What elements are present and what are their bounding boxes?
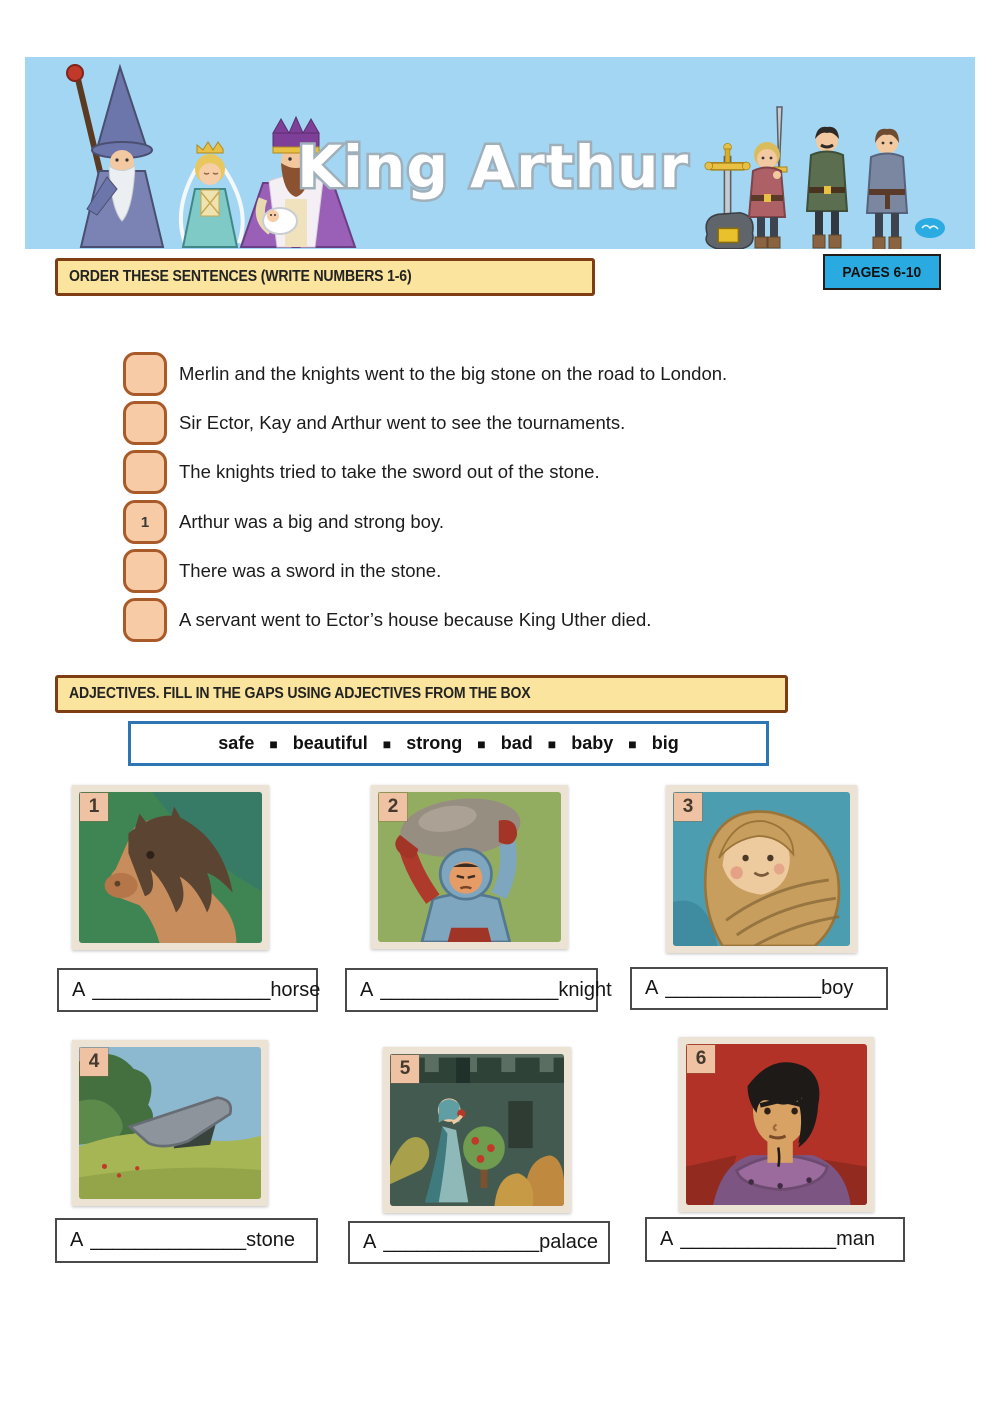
- answer-blank[interactable]: ________________: [380, 978, 559, 1001]
- answer-blank[interactable]: ______________: [90, 1229, 247, 1251]
- answer-box-horse[interactable]: [57, 968, 321, 1012]
- banner-title: King Arthur: [297, 133, 689, 201]
- baby-image: [666, 785, 857, 953]
- image-number-badge: 2: [379, 793, 407, 821]
- sentence-number-value: 1: [140, 513, 150, 531]
- sentence-row: [123, 597, 651, 643]
- word-bank-word: baby: [571, 733, 614, 753]
- sentence-text: The knights tried to take the sword out of the stone.: [179, 461, 600, 482]
- image-number-badge: 5: [391, 1055, 419, 1083]
- sentence-text: Sir Ector, Kay and Arthur went to see the tournaments.: [179, 412, 626, 433]
- order-sentences-header: [55, 258, 595, 296]
- sentence-number-box[interactable]: [123, 450, 167, 494]
- answer-prefix: A: [645, 977, 659, 999]
- square-separator: ■: [547, 735, 557, 752]
- answer-noun: man: [836, 1228, 875, 1250]
- square-separator: ■: [628, 735, 637, 752]
- pages-badge-label: PAGES 6-10: [842, 263, 922, 281]
- sentence-row: [123, 351, 727, 397]
- answer-box-stone[interactable]: [55, 1218, 318, 1263]
- order-sentences-header-label: ORDER THESE SENTENCES (WRITE NUMBERS 1-6): [69, 268, 412, 285]
- answer-blank[interactable]: ________________: [92, 978, 271, 1001]
- cloud-logo-icon: [915, 218, 945, 238]
- image-number-badge: 4: [80, 1048, 108, 1076]
- sentence-row: [123, 499, 444, 545]
- sentence-number-box[interactable]: [123, 352, 167, 396]
- knight-image: [371, 785, 568, 949]
- sentence-text: Arthur was a big and strong boy.: [179, 511, 444, 532]
- sentence-text: A servant went to Ector’s house because King Uther died.: [179, 609, 652, 630]
- banner-illustration: [25, 57, 975, 249]
- answer-noun: knight: [558, 978, 612, 1001]
- sentence-text: Merlin and the knights went to the big stone on the road to London.: [179, 363, 728, 384]
- answer-noun: horse: [270, 978, 321, 1001]
- answer-prefix: A: [72, 978, 86, 1001]
- sentence-text: There was a sword in the stone.: [179, 560, 442, 581]
- square-separator: ■: [382, 735, 392, 752]
- answer-box-knight[interactable]: [345, 968, 612, 1012]
- adjectives-header: [55, 675, 788, 713]
- answer-box-man[interactable]: [645, 1217, 905, 1262]
- square-separator: ■: [477, 735, 486, 752]
- answer-prefix: A: [363, 1231, 377, 1253]
- answer-box-palace[interactable]: [348, 1221, 610, 1264]
- answer-prefix: A: [660, 1228, 674, 1250]
- word-bank-word: strong: [406, 733, 463, 753]
- image-number-badge: 6: [687, 1045, 715, 1073]
- answer-noun: palace: [539, 1231, 599, 1253]
- sentence-row: [123, 548, 441, 594]
- word-bank-word: bad: [500, 733, 533, 753]
- stone-image: [72, 1040, 268, 1206]
- adjectives-header-label: ADJECTIVES. FILL IN THE GAPS USING ADJECTIVES FROM THE BOX: [69, 685, 531, 702]
- square-separator: ■: [269, 735, 278, 752]
- word-bank-word: safe: [218, 733, 255, 753]
- word-bank-word: big: [651, 733, 679, 753]
- palace-image: [383, 1047, 571, 1213]
- pages-badge: [823, 254, 941, 290]
- answer-noun: stone: [246, 1229, 296, 1251]
- image-number-badge: 1: [80, 793, 108, 821]
- answer-blank[interactable]: ______________: [680, 1228, 837, 1250]
- answer-blank[interactable]: ______________: [383, 1231, 540, 1253]
- answer-prefix: A: [70, 1229, 84, 1251]
- sentence-number-box[interactable]: [123, 598, 167, 642]
- sentence-row: [123, 400, 625, 446]
- sentence-number-box[interactable]: [123, 401, 167, 445]
- word-bank-word: beautiful: [292, 733, 368, 753]
- image-number-badge: 3: [674, 793, 702, 821]
- sentence-number-box[interactable]: [123, 549, 167, 593]
- answer-box-boy[interactable]: [630, 967, 888, 1010]
- horse-image: [72, 785, 269, 950]
- sentence-number-box[interactable]: [123, 500, 167, 544]
- sentence-row: [123, 449, 600, 495]
- answer-blank[interactable]: ______________: [665, 977, 822, 999]
- word-bank: [128, 721, 769, 766]
- answer-noun: boy: [821, 977, 854, 999]
- title-banner: [25, 57, 975, 249]
- man-image: [679, 1037, 874, 1212]
- answer-prefix: A: [360, 978, 374, 1001]
